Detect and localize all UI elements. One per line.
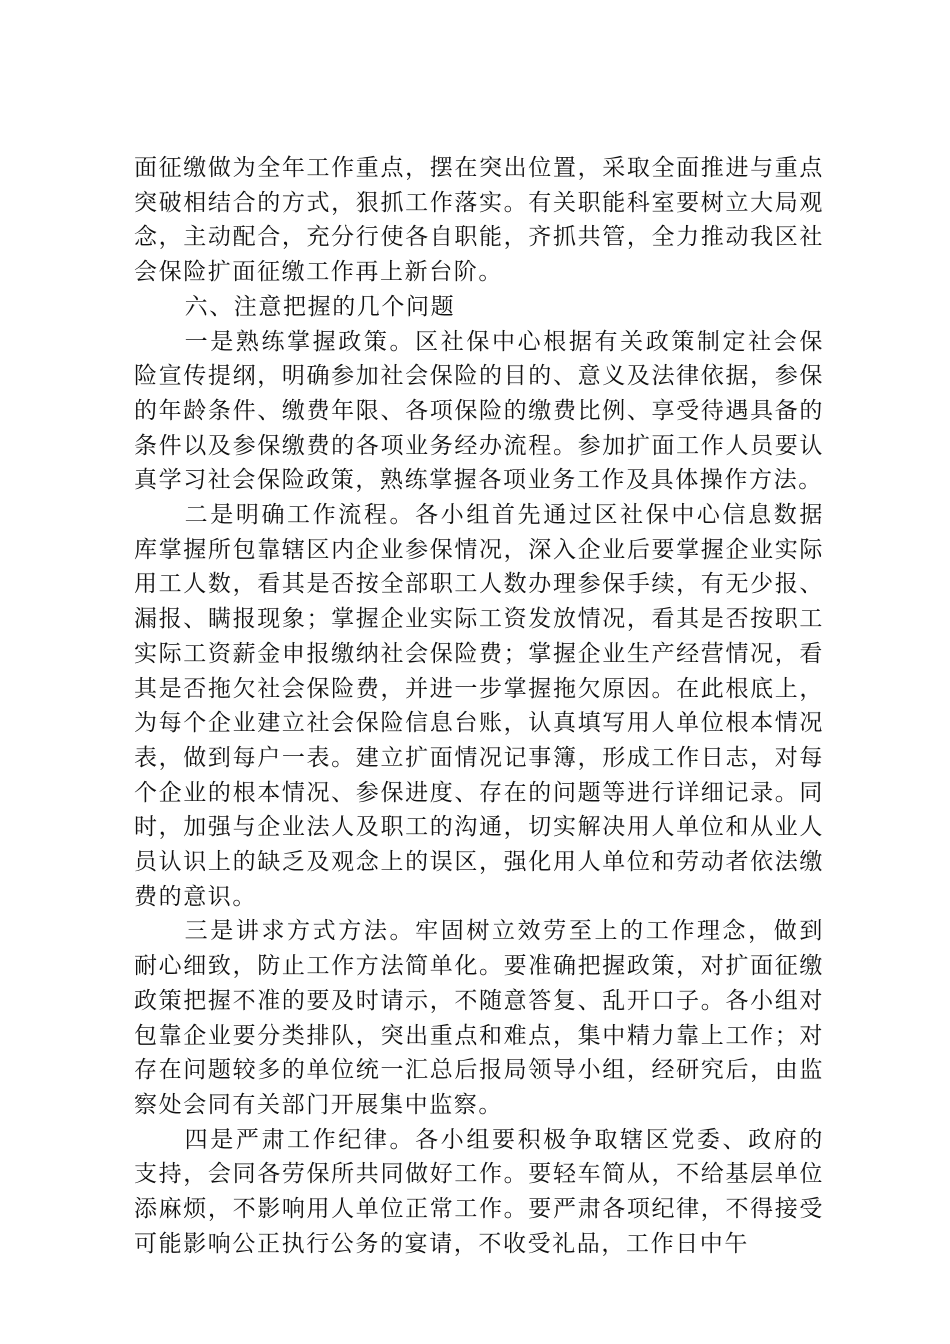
paragraph-workflow: 二是明确工作流程。各小组首先通过区社保中心信息数据库掌握所包靠辖区内企业参保情况，深入企业后要掌握企业实际用工人数，看其是否按全部职工人数办理参保手续，有无少报、漏报、瞒报现象；掌握企业实际工资发放情况，看其是否按职工实际工资薪金申报缴纳社会保险费；掌握企业生产经营情况，看其是否拖欠社会保险费，并进一步掌握拖欠原因。在此根底上，为每个企业建立社会保险信息台账，认真填写用人单位根本情况表，做到每户一表。建立扩面情况记事簿，形成工作日志，对每个企业的根本情况、参保进度、存在的问题等进行详细记录。同时，加强与企业法人及职工的沟通，切实解决用人单位和从业人员认识上的缺乏及观念上的误区，强化用人单位和劳动者依法缴费的意识。 bbox=[134, 502, 824, 910]
paragraph-policy-mastery: 一是熟练掌握政策。区社保中心根据有关政策制定社会保险宣传提纲，明确参加社会保险的目的、意义及法律依据，参保的年龄条件、缴费年限、各项保险的缴费比例、享受待遇具备的条件以及参保缴费的各项业务经办流程。参加扩面工作人员要认真学习社会保险政策，熟练掌握各项业务工作及具体操作方法。 bbox=[134, 328, 824, 494]
document-body bbox=[134, 151, 824, 1262]
paragraph-methods: 三是讲求方式方法。牢固树立效劳至上的工作理念，做到耐心细致，防止工作方法简单化。要准确把握政策，对扩面征缴政策把握不准的要及时请示，不随意答复、乱开口子。各小组对包靠企业要分类排队，突出重点和难点，集中精力靠上工作；对存在问题较多的单位统一汇总后报局领导小组，经研究后，由监察处会同有关部门开展集中监察。 bbox=[134, 918, 824, 1118]
section-heading-six: 六、注意把握的几个问题 bbox=[184, 293, 456, 320]
paragraph-discipline: 四是严肃工作纪律。各小组要积极争取辖区党委、政府的支持，会同各劳保所共同做好工作。要轻车简从，不给基层单位添麻烦，不影响用人单位正常工作。要严肃各项纪律，不得接受可能影响公正执行公务的宴请，不收受礼品，工作日中午 bbox=[134, 1126, 824, 1257]
paragraph-continued: 面征缴做为全年工作重点，摆在突出位置，采取全面推进与重点突破相结合的方式，狠抓工作落实。有关职能科室要树立大局观念，主动配合，充分行使各自职能，齐抓共管，全力推动我区社会保险扩面征缴工作再上新台阶。 bbox=[134, 155, 824, 286]
